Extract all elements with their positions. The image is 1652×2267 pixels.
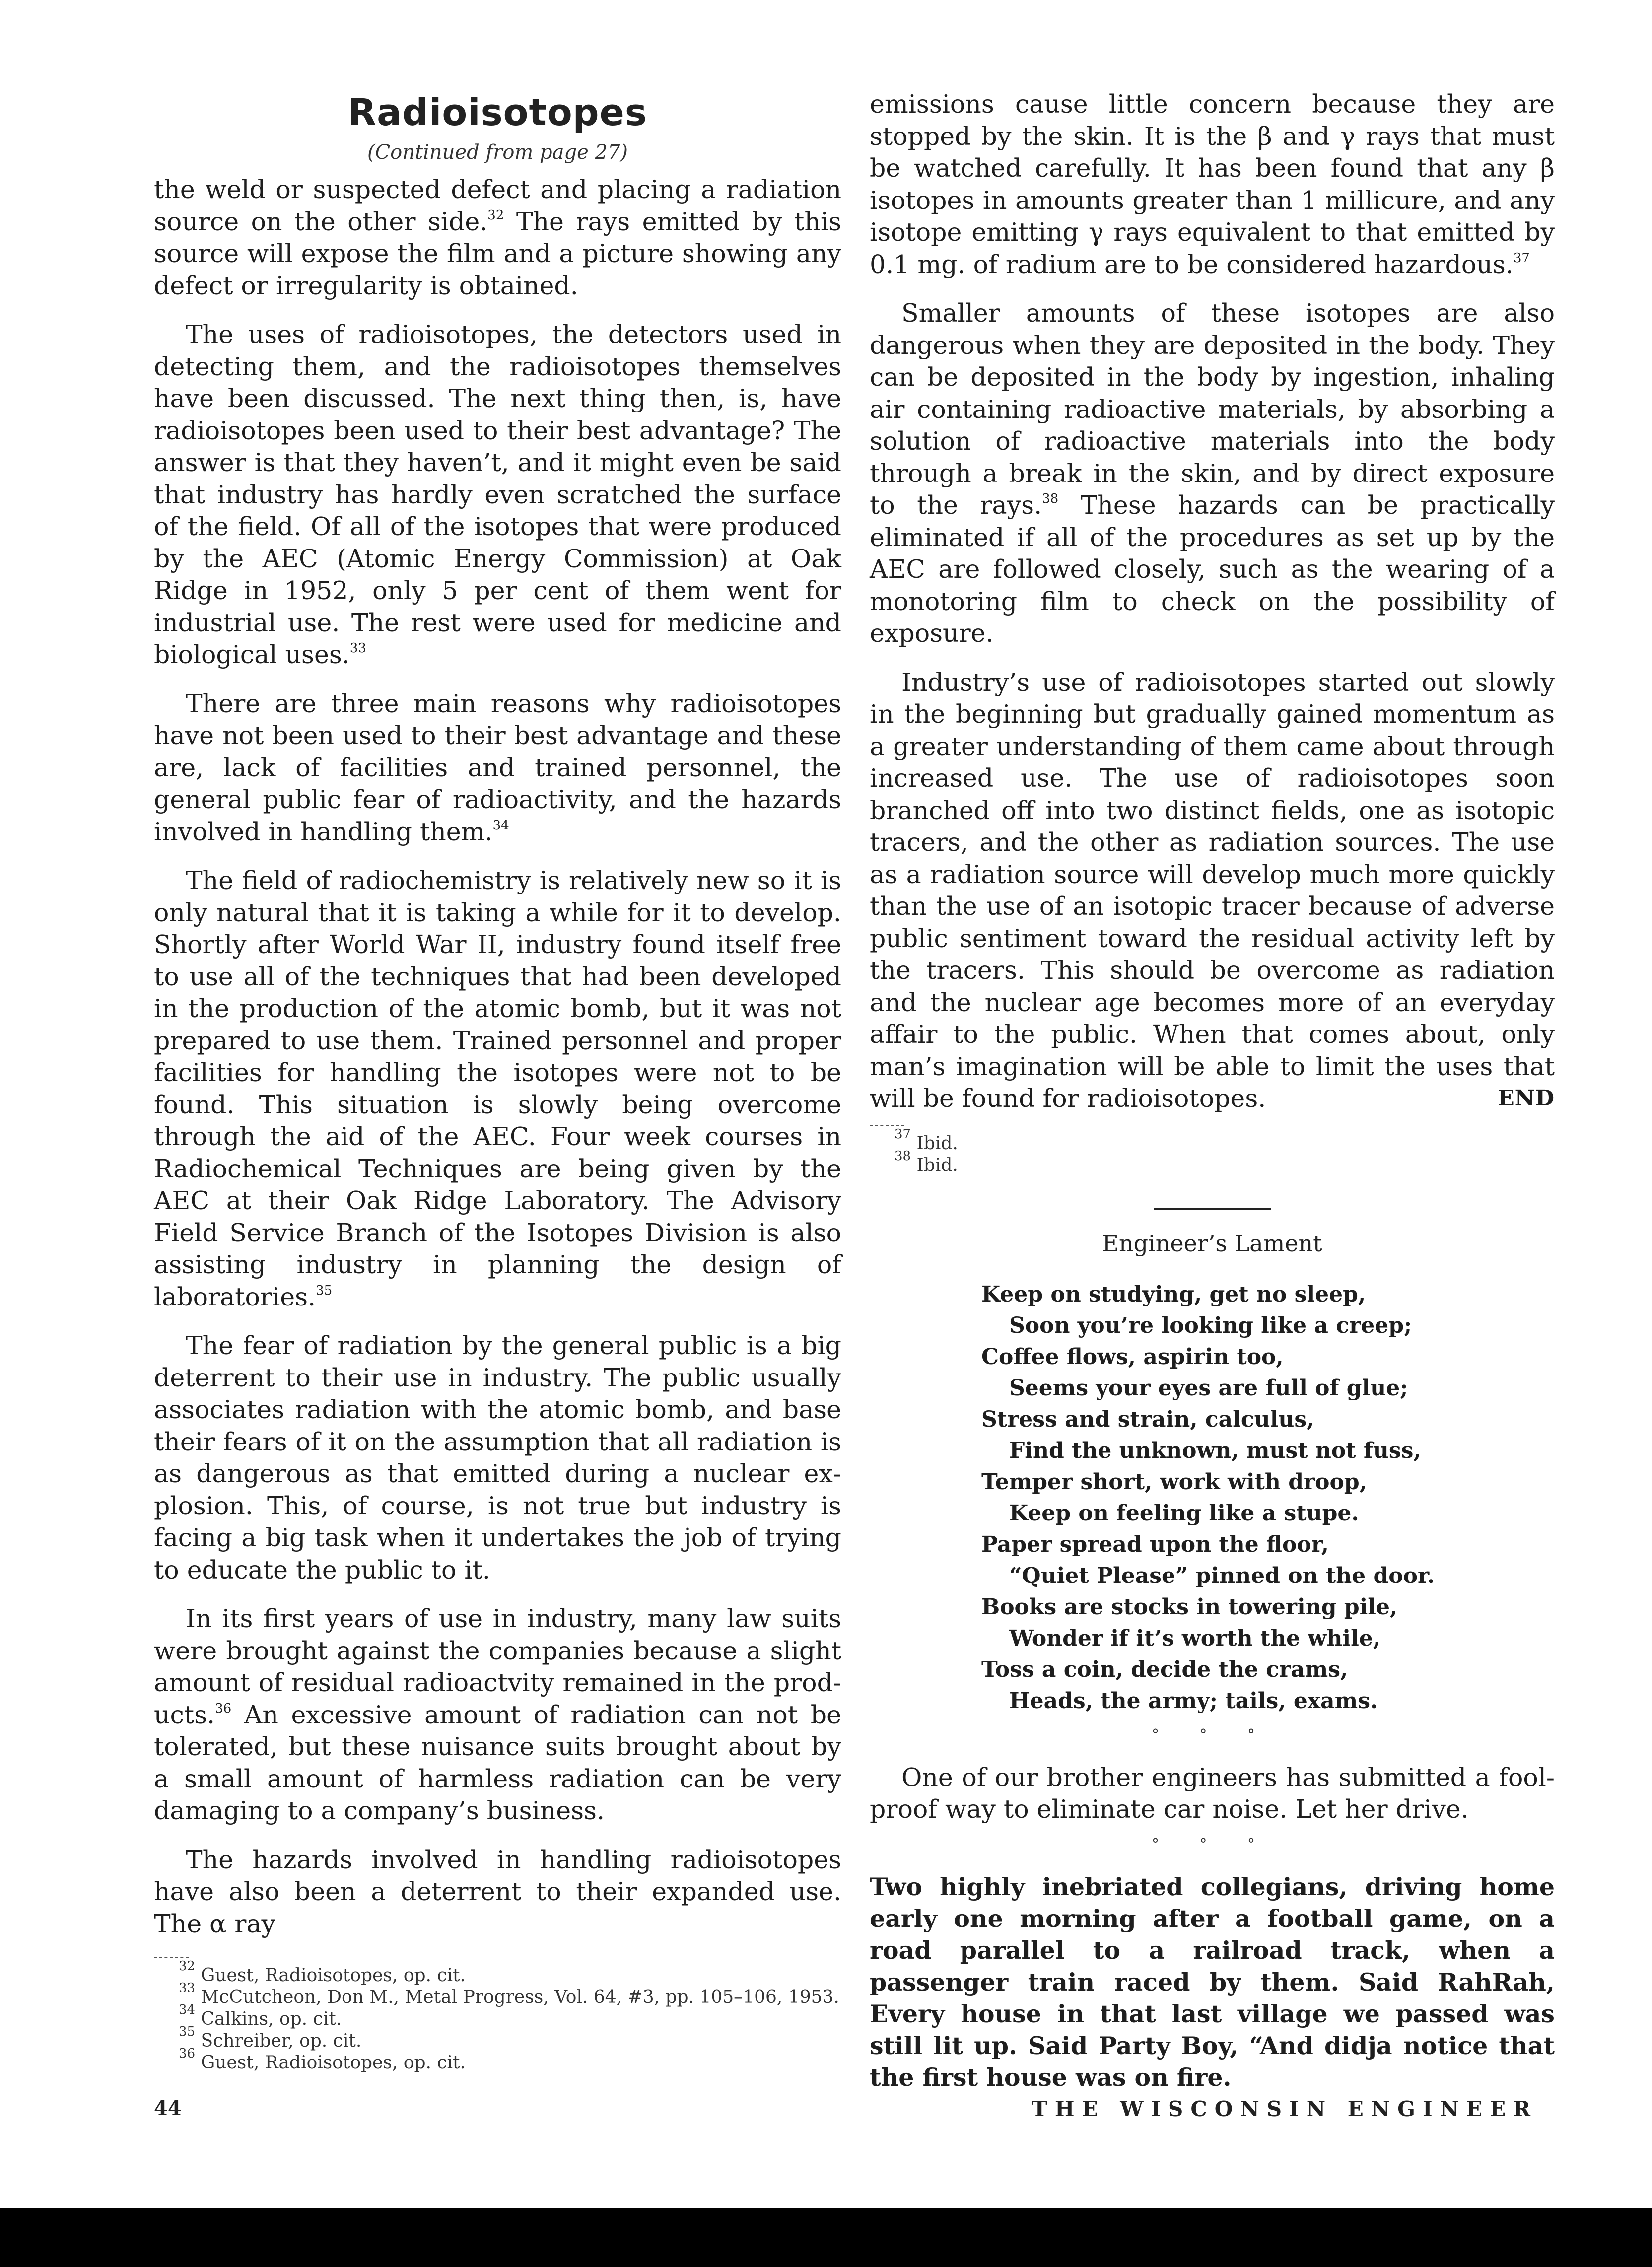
poem-title: Engineer’s Lament — [1102, 1230, 1322, 1257]
poem-line: Coffee flows, aspirin too, — [981, 1344, 1284, 1370]
poem-line: Heads, the army; tails, exams. — [1009, 1688, 1378, 1714]
section-divider — [1154, 1208, 1271, 1210]
poem-line: Keep on studying, get no sleep, — [981, 1281, 1366, 1307]
end-mark: END — [1498, 1086, 1555, 1111]
poem-line: Find the unknown, must not fuss, — [1009, 1438, 1421, 1463]
joke: One of our brother engineers has submitted a foolproof way to eliminate car noise. Let her drive. — [870, 1762, 1555, 1824]
paragraph: The uses of radioisotopes, the detectors used in detecting them, and the radioisotopes themselves have been discussed. The next thing then, is, have radioisotopes been used to their best advantage? The answer is that they haven’t, and it might even be said that industry has hardly even scratched the surface of the field. Of all of the isotopes that were produced by the AEC (Atomic Energy Commission) at Oak Ridge in 1952, only 5 per cent of them went for industrial use. The rest were used for medicine and biological uses.$^{33}$ — [154, 320, 841, 669]
joke: Two highly inebriated collegians, driving home early one morning after a football game, on a road parallel to a railroad track, when a passenger train raced by them. Said RahRah, Every house in that last village we passed was still lit up. Said Party Boy, “And didja notice that the first house was on fire. — [870, 1872, 1555, 2092]
footnote-ref: 36 — [215, 1701, 232, 1716]
footnote-divider — [870, 1125, 904, 1126]
paragraph: There are three main reasons why radioisotopes have not been used to their best advantage and these are, lack of facilities and trained personnel, the general public fear of radioactivity, and the hazards involved in handling them.$^{34}$ — [154, 688, 841, 846]
poem-line: Paper spread upon the floor, — [981, 1531, 1329, 1557]
poem-line: Keep on feeling like a stupe. — [1009, 1500, 1359, 1526]
footnote-ref: 37 — [1513, 250, 1530, 266]
poem-line: Soon you’re looking like a creep; — [1009, 1312, 1412, 1338]
paragraph: In its first years of use in industry, many law suits were brought against the companies because a slight amount of residual radioactvity remained in the products.$^{36}$ An excessive amount of radiation can not be tolerated, but these nuisance suits brought about by a small amount of harmless radiation can be very damaging to a company’s business. — [154, 1604, 841, 1825]
footnote: $^{35}$ Schreiber, op. cit. — [179, 2024, 362, 2051]
poem-line: Wonder if it’s worth the while, — [1009, 1625, 1381, 1651]
poem — [981, 1279, 1555, 1717]
poem-line: Seems your eyes are full of glue; — [1009, 1375, 1408, 1401]
left-column — [154, 84, 841, 2074]
footnote: $^{37}$ Ibid. — [895, 1126, 958, 1154]
poem-line: “Quiet Please” pinned on the door. — [1009, 1563, 1435, 1588]
scan-border — [0, 2208, 1652, 2267]
poem-line: Temper short, work with droop, — [981, 1469, 1367, 1495]
page-number: 44 — [154, 2097, 182, 2120]
footnote: $^{38}$ Ibid. — [895, 1148, 958, 1175]
paragraph: The fear of radiation by the general public is a big deterrent to their use in industry. The public usually associates radiation with the atomic bomb, and base their fears of it on the assumption that all radiation is as dangerous as that emitted during a nuclear explosion. This, of course, is not true but industry is facing a big task when it undertakes the job of trying to educate the public to it. — [154, 1331, 841, 1584]
footnote-divider — [154, 1957, 189, 1958]
poem-line: Toss a coin, decide the crams, — [981, 1656, 1348, 1682]
footnote-ref: 33 — [349, 641, 366, 656]
article-title: Radioisotopes — [348, 91, 647, 134]
footnote: $^{32}$ Guest, Radioisotopes, op. cit. — [179, 1959, 466, 1986]
footnote-ref: 32 — [487, 207, 504, 223]
continued-note: (Continued from page 27) — [367, 141, 628, 164]
right-column — [870, 88, 1555, 2093]
footnote: $^{36}$ Guest, Radioisotopes, op. cit. — [179, 2046, 466, 2073]
paragraph: the weld or suspected defect and placing a radiation source on the other side.$^{32}$ The rays emitted by this source will expose the film and a picture showing any defect or irregularity is obtained. — [154, 175, 842, 300]
footnote-ref: 38 — [1042, 491, 1059, 506]
paragraph: emissions cause little concern because they are stopped by the skin. It is the β and γ rays that must be watched carefully. It has been found that any β isotopes in amounts greater than 1 millicure, and any isotope emitting γ rays equivalent to that emitted by 0.1 mg. of radium are to be considered hazardous.$^{37}$ — [870, 89, 1555, 279]
poem-line: Stress and strain, calculus, — [981, 1406, 1314, 1432]
footnote-ref: 34 — [492, 818, 509, 833]
footnote: $^{33}$ McCutcheon, Don M., Metal Progress, Vol. 64, #3, pp. 105–106, 1953. — [179, 1981, 839, 2007]
paragraph: Smaller amounts of these isotopes are also dangerous when they are deposited in the body. They can be deposited in the body by ingestion, inhaling air containing radioactive materials, by absorbing a solution of radioactive materials into the body through a break in the skin, and by direct exposure to the rays.$^{38}$ These hazards can be practically eliminated if all of the procedures as set up by the AEC are followed closely, such as the wearing of a monotoring film to check on the possibility of exposure. — [870, 298, 1555, 648]
poem-line: Books are stocks in towering pile, — [981, 1594, 1398, 1620]
footnote: $^{34}$ Calkins, op. cit. — [179, 2002, 342, 2029]
separator: ° ° ° — [1151, 1726, 1273, 1744]
publication-title: THE WISCONSIN ENGINEER — [1032, 2097, 1538, 2121]
paragraph: The hazards involved in handling radioisotopes have also been a deterrent to their expanded use. The α ray — [154, 1845, 841, 1938]
paragraph: Industry’s use of radioisotopes started out slowly in the beginning but gradually gained momentum as a greater understanding of them came about through increased use. The use of radioisotopes soon branched off into two distinct fields, one as isotopic tracers, and the other as radiation sources. The use as a radiation source will develop much more quickly than the use of an isotopic tracer because of adverse public sentiment toward the residual activity left by the tracers. This should be overcome as radiation and the nuclear age becomes more of an everyday affair to the public. When that comes about, only man’s imagination will be able to limit the uses that will be found for radioisotopes. END — [870, 667, 1555, 1115]
footnote-ref: 35 — [316, 1283, 333, 1298]
paragraph: The field of radiochemistry is relatively new so it is only natural that it is taking a while for it to develop. Shortly after World War II, industry found itself free to use all of the techniques that had been developed in the production of the atomic bomb, but it was not prepared to use them. Trained personnel and proper facilities for handling the isotopes were not to be found. This situation is slowly being overcome through the aid of the AEC. Four week courses in Radiochemical Techniques are being given by the AEC at their Oak Ridge Laboratory. The Advisory Field Service Branch of the Isotopes Division is also assisting industry in planning the design of laboratories.$^{35}$ — [154, 866, 841, 1311]
separator: ° ° ° — [1151, 1835, 1273, 1853]
